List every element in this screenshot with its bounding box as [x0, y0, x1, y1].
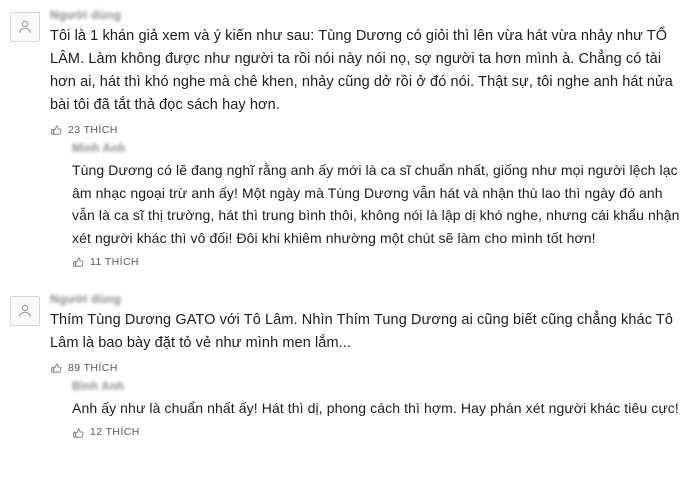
reply-item — [72, 378, 680, 439]
reply-text: Anh ấy như là chuẩn nhất ấy! Hát thì dị, phong cách thì hợm. Hay phán xét người khác tiêu cực! — [72, 400, 679, 416]
reply-author[interactable]: Minh Anh — [72, 143, 126, 155]
user-avatar-icon — [10, 296, 40, 326]
comment-separator — [0, 272, 690, 290]
comment-text: Tôi là 1 khán giả xem và ý kiến như sau: Tùng Dương có giỏi thì lên vừa hát vừa nhảy như TỔ LÂM. Làm không được như người ta rồi nói này nói nọ, sợ người ta hơn mình à. Chẳng có tài hơn ai, hát thì khó nghe mà chê khen, nhảy cũng dở rồi ở đó nói. Thật sự, tôi nghe anh hát nửa bài tôi đã tắt thả đọc sách hay hơn. — [50, 28, 673, 113]
reply-item — [72, 140, 680, 268]
reply-like-row[interactable] — [72, 255, 680, 268]
comment-author[interactable]: Người dùng — [50, 292, 122, 306]
like-row[interactable] — [50, 123, 680, 136]
like-row[interactable] — [50, 361, 680, 374]
reply-like-row[interactable] — [72, 426, 680, 439]
comment-author[interactable]: Người dùng — [50, 8, 122, 22]
comment-body — [50, 8, 680, 272]
reply-like-count: 11 THÍCH — [90, 255, 139, 268]
reply-text: Tùng Dương có lẽ đang nghĩ rằng anh ấy mới là ca sĩ chuẩn nhất, giống như mọi người lệch lạc âm nhạc ngoại trừ anh ấy! Một ngày mà Tùng Dương vẫn hát và nhận thù lao thì ngày đó anh vẫn là ca sĩ thị trường, hát thì trung bình thôi, không nói là lập dị khó nghe, nhưng cái khẩu nhận xét người khác thì vô đối! Đôi khi khiêm nhường một chút sẽ làm cho mình tốt hơn! — [72, 162, 680, 246]
thumbs-up-icon[interactable] — [72, 427, 85, 440]
comment-item — [0, 6, 690, 272]
comment-text: Thím Tùng Dương GATO với Tô Lâm. Nhìn Thím Tung Dương ai cũng biết cũng chẳng khác Tô Lâm là bao bày đặt tỏ vẻ như mình men lắm... — [50, 312, 674, 351]
reply-like-count: 12 THÍCH — [90, 426, 140, 438]
like-count: 89 THÍCH — [68, 361, 118, 374]
comment-body — [50, 292, 680, 443]
thumbs-up-icon[interactable] — [72, 256, 85, 269]
thumbs-up-icon[interactable] — [50, 362, 63, 375]
reply-author[interactable]: Bình Anh — [72, 381, 125, 393]
comment-item — [0, 290, 690, 443]
user-avatar-icon — [10, 12, 40, 42]
like-count: 23 THÍCH — [68, 123, 118, 136]
thumbs-up-icon[interactable] — [50, 124, 63, 137]
